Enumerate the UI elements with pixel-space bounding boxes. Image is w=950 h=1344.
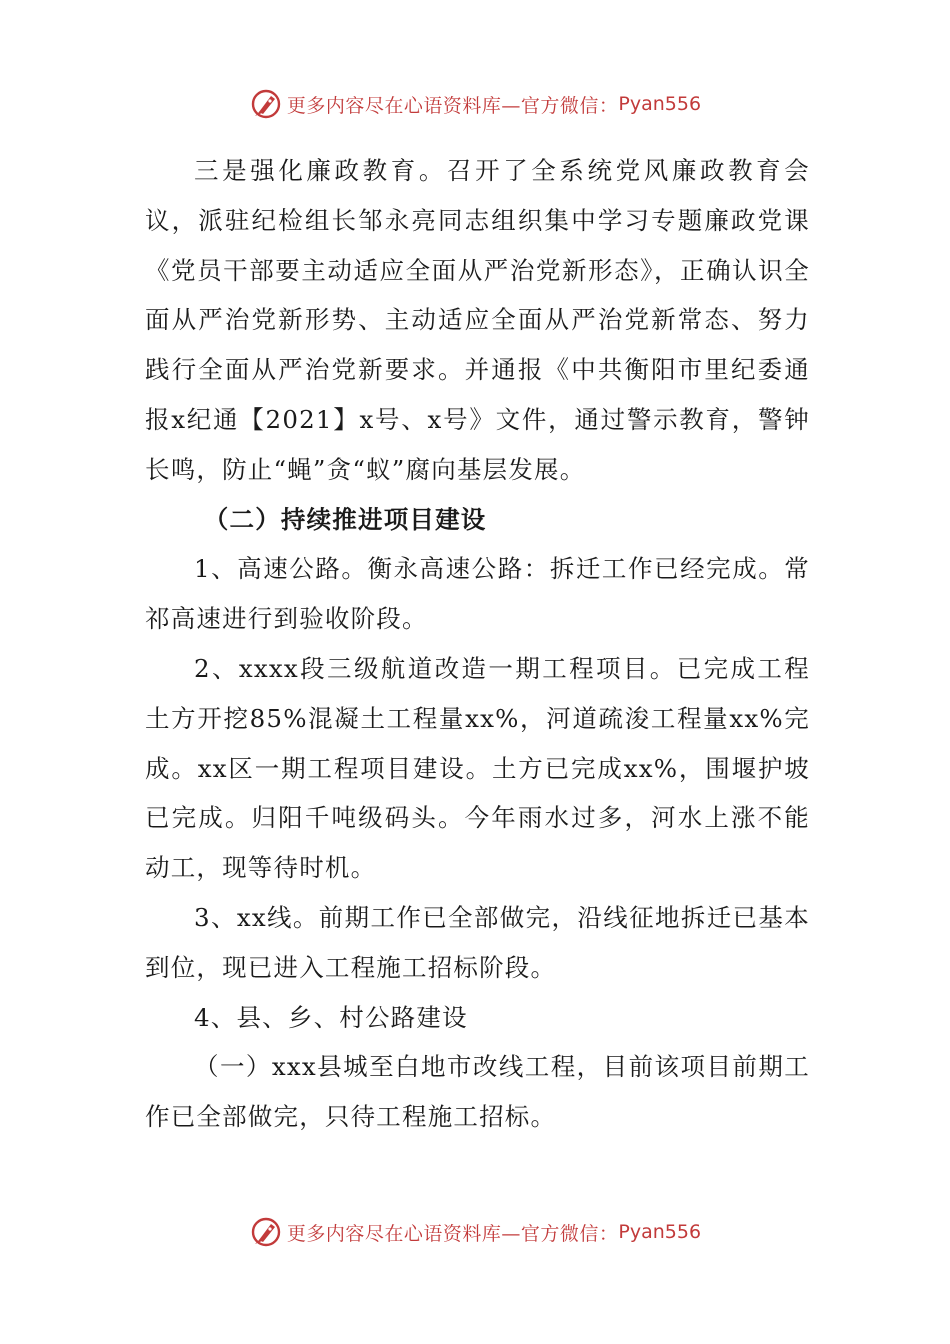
paragraph-integrity-education: 三是强化廉政教育。召开了全系统党风廉政教育会议，派驻纪检组长邹永亮同志组织集中学习专题廉政党课《党员干部要主动适应全面从严治党新形态》，正确认识全面从严治党新形势、主动适应全面从严治党新常态、努力践行全面从严治党新要求。并通报《中共衡阳市里纪委通报x纪通【2021】x号、x号》文件，通过警示教育，警钟长鸣，防止“蝇”贪“蚁”腐向基层发展。 (145, 156, 810, 484)
section-heading-projects: （二）持续推进项目建设 (203, 504, 487, 534)
paragraph-waterway: 2、xxxx段三级航道改造一期工程项目。已完成工程土方开挖85%混凝土工程量xx%，河道疏浚工程量xx%完成。xx区一期工程项目建设。土方已完成xx%，围堰护坡已完成。归阳千吨级码头。今年雨水过多，河水上涨不能动工，现等待时机。 (145, 653, 810, 883)
paragraph-xx-line: 3、xx线。前期工作已全部做完，沿线征地拆迁已基本到位，现已进入工程施工招标阶段。 (145, 902, 810, 982)
pen-nib-circle-icon (249, 87, 283, 121)
banner-text: 更多内容尽在心语资料库—官方微信： (286, 1222, 619, 1245)
header-watermark-banner (0, 82, 950, 126)
banner-wechat-id: Pyan556 (618, 1221, 702, 1243)
paragraph-highway: 1、高速公路。衡永高速公路：拆迁工作已经完成。常祁高速进行到验收阶段。 (145, 554, 810, 634)
banner-wechat-id: Pyan556 (618, 93, 702, 115)
paragraph-road-construction: 4、县、乡、村公路建设 (194, 1002, 468, 1032)
banner-text: 更多内容尽在心语资料库—官方微信： (286, 94, 619, 117)
paragraph-county-road: （一）xxx县城至白地市改线工程，目前该项目前期工作已全部做完，只待工程施工招标。 (145, 1052, 810, 1132)
footer-watermark-banner (0, 1210, 950, 1254)
pen-nib-circle-icon (249, 1215, 283, 1249)
document-body (145, 146, 810, 1142)
